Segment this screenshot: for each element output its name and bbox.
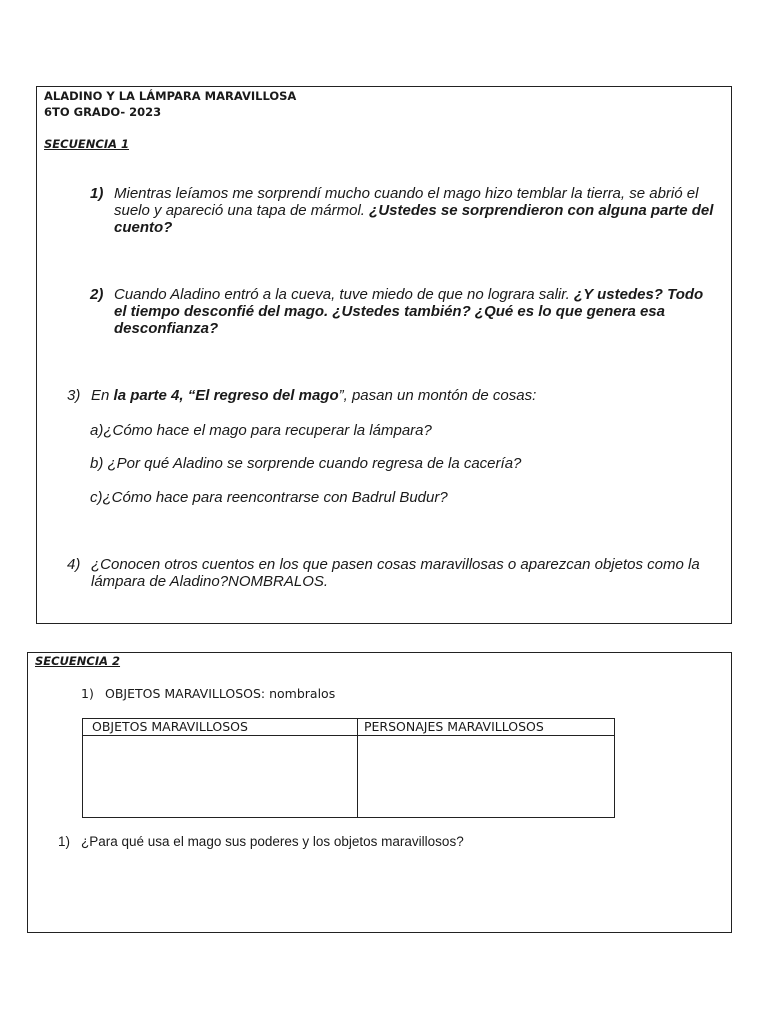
question-1-text: Mientras leíamos me sorprendí mucho cuando el mago hizo temblar la tierra, se abrió el suelo y apareció una tapa de mármol.: [114, 185, 699, 219]
question-3-post: ”, pasan un montón de cosas:: [338, 387, 537, 404]
item-2-text: ¿Para qué usa el mago sus poderes y los objetos maravillosos?: [81, 834, 464, 849]
question-2: [114, 286, 714, 337]
sequence-2-box: [27, 652, 732, 933]
question-1-number: 1): [90, 185, 104, 202]
table-cell-objects[interactable]: [83, 736, 358, 818]
sequence-1-box: [36, 86, 732, 624]
document-title: ALADINO Y LA LÁMPARA MARAVILLOSA: [44, 89, 297, 103]
question-2-bold: ¿Y ustedes? Todo el tiempo desconfié del mago. ¿Ustedes también? ¿Qué es lo que genera esa desconfianza?: [114, 286, 704, 337]
table-header-objects: OBJETOS MARAVILLOSOS: [83, 719, 358, 736]
question-3a: a)¿Cómo hace el mago para recuperar la lámpara?: [90, 422, 432, 439]
question-2-text: Cuando Aladino entró a la cueva, tuve miedo de que no lograra salir.: [114, 286, 570, 303]
table-cell-characters[interactable]: [358, 736, 615, 818]
question-3b: b) ¿Por qué Aladino se sorprende cuando regresa de la cacería?: [90, 455, 522, 472]
question-4: ¿Conocen otros cuentos en los que pasen cosas maravillosas o aparezcan objetos como la lámpara de Aladino?NOMBRALOS.: [91, 556, 700, 590]
question-3-pre: En: [91, 387, 110, 404]
wonder-table: [82, 718, 615, 818]
question-3-number: 3): [67, 387, 81, 404]
item-1-number: 1): [81, 686, 94, 701]
item-1-text: OBJETOS MARAVILLOSOS: nombralos: [105, 686, 336, 701]
question-2-number: 2): [90, 286, 104, 303]
sequence-2-title: SECUENCIA 2: [35, 654, 121, 668]
grade-label: 6TO GRADO- 2023: [44, 105, 162, 119]
question-3: [91, 387, 721, 404]
question-3-bold: la parte 4, “El regreso del mago: [113, 387, 339, 404]
question-3c: c)¿Cómo hace para reencontrarse con Badrul Budur?: [90, 489, 448, 506]
question-4-number: 4): [67, 556, 81, 573]
question-1-bold: ¿Ustedes se sorprendieron con alguna parte del cuento?: [114, 202, 714, 236]
sequence-1-title: SECUENCIA 1: [44, 137, 130, 151]
item-2-number: 1): [58, 834, 71, 849]
table-header-characters: PERSONAJES MARAVILLOSOS: [358, 719, 615, 736]
question-1: [114, 185, 724, 236]
